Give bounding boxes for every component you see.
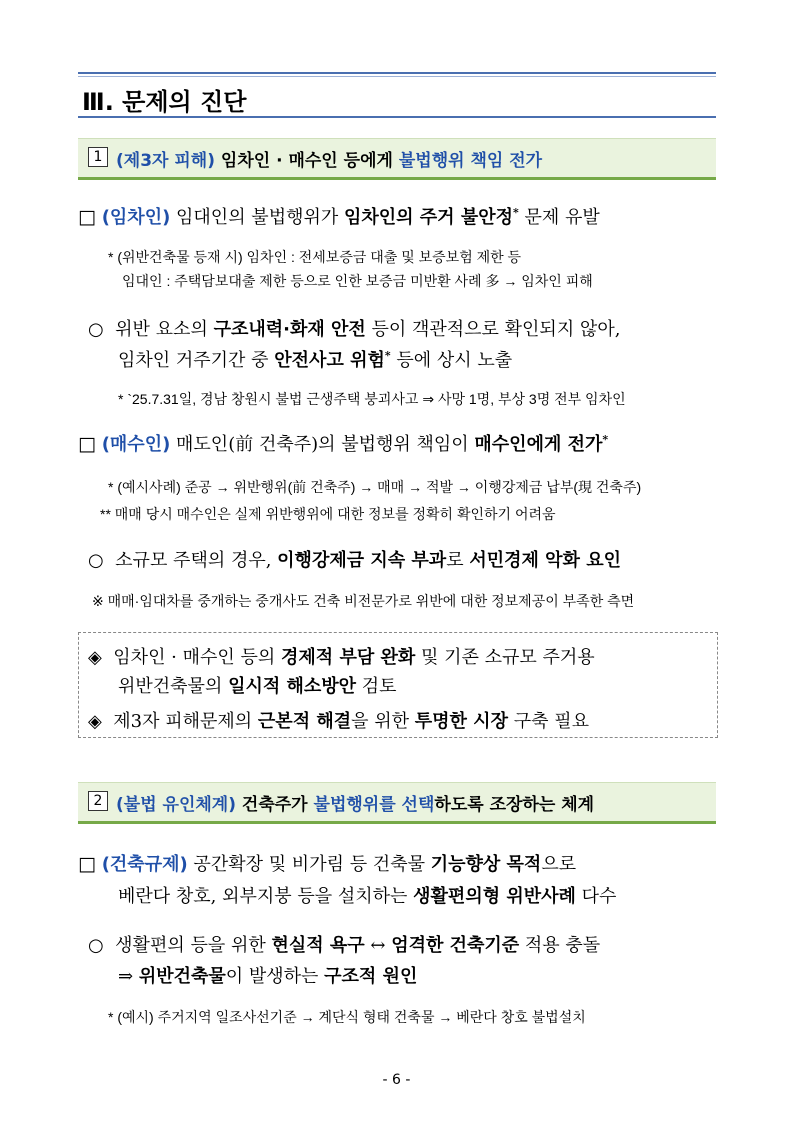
note1-line2: 임대인 : 주택담보대출 제한 등으로 인한 보증금 미반환 사례 多 → 임차인 피해 bbox=[122, 273, 593, 289]
sub1-line2-bold: 안전사고 위험 bbox=[274, 350, 385, 371]
item1-text-bold: 임차인의 주거 불안정 bbox=[343, 207, 513, 228]
item1-line bbox=[78, 203, 600, 229]
sub1-line2 bbox=[118, 346, 512, 372]
sub3-bullet: ○ bbox=[88, 935, 104, 956]
item3-line1-a: 공간확장 및 비가림 등 건축물 bbox=[187, 854, 431, 875]
page-number: - 6 - bbox=[382, 1072, 411, 1088]
sub3-line2-bold2: 구조적 원인 bbox=[324, 966, 418, 987]
box-row3-c: 구축 필요 bbox=[507, 711, 589, 732]
section1-text-b: 불법행위 책임 전가 bbox=[398, 151, 543, 171]
item3-bullet: □ bbox=[78, 853, 96, 875]
sub1-line1-bold: 구조내력·화재 안전 bbox=[213, 319, 366, 340]
box-row1-bold: 경제적 부담 완화 bbox=[281, 647, 416, 668]
box-row1-b: 및 기존 소규모 주거용 bbox=[415, 647, 595, 668]
item3-line2-a: 베란다 창호, 외부지붕 등을 설치하는 bbox=[118, 886, 414, 907]
box-row2-b: 검토 bbox=[356, 676, 397, 697]
section2-banner bbox=[78, 782, 716, 824]
sub3-line1-a: 생활편의 등을 위한 bbox=[115, 935, 272, 956]
item2-text-a: 매도인(前 건축주)의 불법행위 책임이 bbox=[170, 434, 475, 455]
section2-text-c: 하도록 조장하는 체계 bbox=[434, 795, 595, 815]
sub2-bullet: ○ bbox=[88, 550, 104, 571]
sub3-line2-arrow: ⇒ bbox=[118, 966, 139, 987]
box-row3-bold2: 투명한 시장 bbox=[414, 711, 508, 732]
section1-label: (제3자 피해) bbox=[116, 151, 215, 171]
note5: * (예시) 주거지역 일조사선기준 → 계단식 형태 건축물 → 베란다 창호 불법설치 bbox=[108, 1009, 586, 1025]
sub1-bullet: ○ bbox=[88, 319, 104, 340]
item3-line1-b: 으로 bbox=[541, 854, 577, 875]
item2-line bbox=[78, 430, 608, 456]
page-title: Ⅲ. 문제의 진단 bbox=[82, 88, 247, 116]
box-row3-a: 제3자 피해문제의 bbox=[113, 711, 258, 732]
sub2-text-a: 소규모 주택의 경우, bbox=[115, 550, 278, 571]
sub1-line1 bbox=[88, 315, 620, 341]
section1-text-a: 임차인 · 매수인 등에게 bbox=[214, 151, 399, 171]
note1-line1: * (위반건축물 등재 시) 임차인 : 전세보증금 대출 및 보증보험 제한 등 bbox=[108, 249, 522, 265]
note3-line1: * (예시사례) 준공 → 위반행위(前 건축주) → 매매 → 적발 → 이행강제금 납부(現 건축주) bbox=[108, 479, 642, 495]
item3-label: (건축규제) bbox=[101, 854, 188, 875]
sub3-line1-bold2: 엄격한 건축기준 bbox=[391, 935, 520, 956]
note2: * `25.7.31일, 경남 창원시 불법 근생주택 붕괴사고 ⇒ 사망 1명, 부상 3명 전부 임차인 bbox=[118, 391, 626, 407]
note3-line2: ** 매매 당시 매수인은 실제 위반행위에 대한 정보를 정확히 확인하기 어려움 bbox=[100, 506, 556, 522]
item3-line1 bbox=[78, 850, 576, 876]
title-rule-top-thin bbox=[78, 76, 716, 77]
sub1-line1-a: 위반 요소의 bbox=[115, 319, 214, 340]
item1-text-b: 문제 유발 bbox=[518, 207, 600, 228]
box-row3-b: 을 위한 bbox=[351, 711, 415, 732]
sub2-text-bold1: 이행강제금 지속 부과 bbox=[277, 550, 447, 571]
item3-line1-bold: 기능향상 목적 bbox=[430, 854, 542, 875]
sub3-line1-b: 적용 충돌 bbox=[519, 935, 601, 956]
sub1-line2-star: * bbox=[384, 349, 391, 362]
sub1-line2-a: 임차인 거주기간 중 bbox=[118, 350, 275, 371]
sub3-line2-bold1: 위반건축물 bbox=[138, 966, 226, 987]
item1-bullet: □ bbox=[78, 206, 96, 228]
box-bullet-1: ◈ bbox=[88, 647, 102, 668]
item3-line2-bold: 생활편의형 위반사례 bbox=[413, 886, 576, 907]
sub2-text-b: 로 bbox=[446, 550, 470, 571]
box-row2-a: 위반건축물의 bbox=[118, 676, 229, 697]
sub3-line2 bbox=[118, 962, 417, 988]
section1-banner bbox=[78, 138, 716, 180]
sub3-line1-arrow: ↔ bbox=[364, 935, 392, 956]
box-row3 bbox=[88, 707, 589, 733]
sub1-line2-b: 등에 상시 노출 bbox=[390, 350, 513, 371]
item1-star: * bbox=[513, 206, 519, 219]
box-row1-a: 임차인 · 매수인 등의 bbox=[113, 647, 282, 668]
section2-number: 2 bbox=[88, 791, 108, 811]
item2-label: (매수인) bbox=[101, 434, 171, 455]
item1-label: (임차인) bbox=[101, 207, 171, 228]
section2-heading bbox=[116, 790, 594, 815]
box-bullet-2: ◈ bbox=[88, 711, 102, 732]
sub3-line1-bold1: 현실적 욕구 bbox=[271, 935, 365, 956]
box-row3-bold1: 근본적 해결 bbox=[257, 711, 352, 732]
sub1-line1-b: 등이 객관적으로 확인되지 않아, bbox=[365, 319, 621, 340]
note4: ※ 매매·임대차를 중개하는 중개사도 건축 비전문가로 위반에 대한 정보제공이 부족한 측면 bbox=[92, 593, 635, 609]
box-row2-bold: 일시적 해소방안 bbox=[228, 676, 357, 697]
item1-text-a: 임대인의 불법행위가 bbox=[170, 207, 344, 228]
item3-line2 bbox=[118, 882, 616, 908]
sub2-line bbox=[88, 546, 621, 572]
section1-number: 1 bbox=[88, 147, 108, 167]
box-row2 bbox=[118, 672, 397, 698]
item2-star: * bbox=[602, 433, 609, 446]
section2-label: (불법 유인체계) bbox=[116, 795, 236, 815]
title-rule-bottom bbox=[78, 116, 716, 118]
sub2-text-bold2: 서민경제 악화 요인 bbox=[469, 550, 621, 571]
sub3-line1 bbox=[88, 931, 600, 957]
item3-line2-b: 다수 bbox=[575, 886, 617, 907]
box-row1 bbox=[88, 643, 595, 669]
section2-text-b: 불법행위를 선택 bbox=[313, 795, 435, 815]
title-rule-top bbox=[78, 72, 716, 74]
section2-text-a: 건축주가 bbox=[236, 795, 314, 815]
item2-text-bold: 매수인에게 전가 bbox=[474, 434, 603, 455]
item2-bullet: □ bbox=[78, 433, 96, 455]
sub3-line2-a: 이 발생하는 bbox=[225, 966, 325, 987]
section1-heading bbox=[116, 146, 542, 171]
